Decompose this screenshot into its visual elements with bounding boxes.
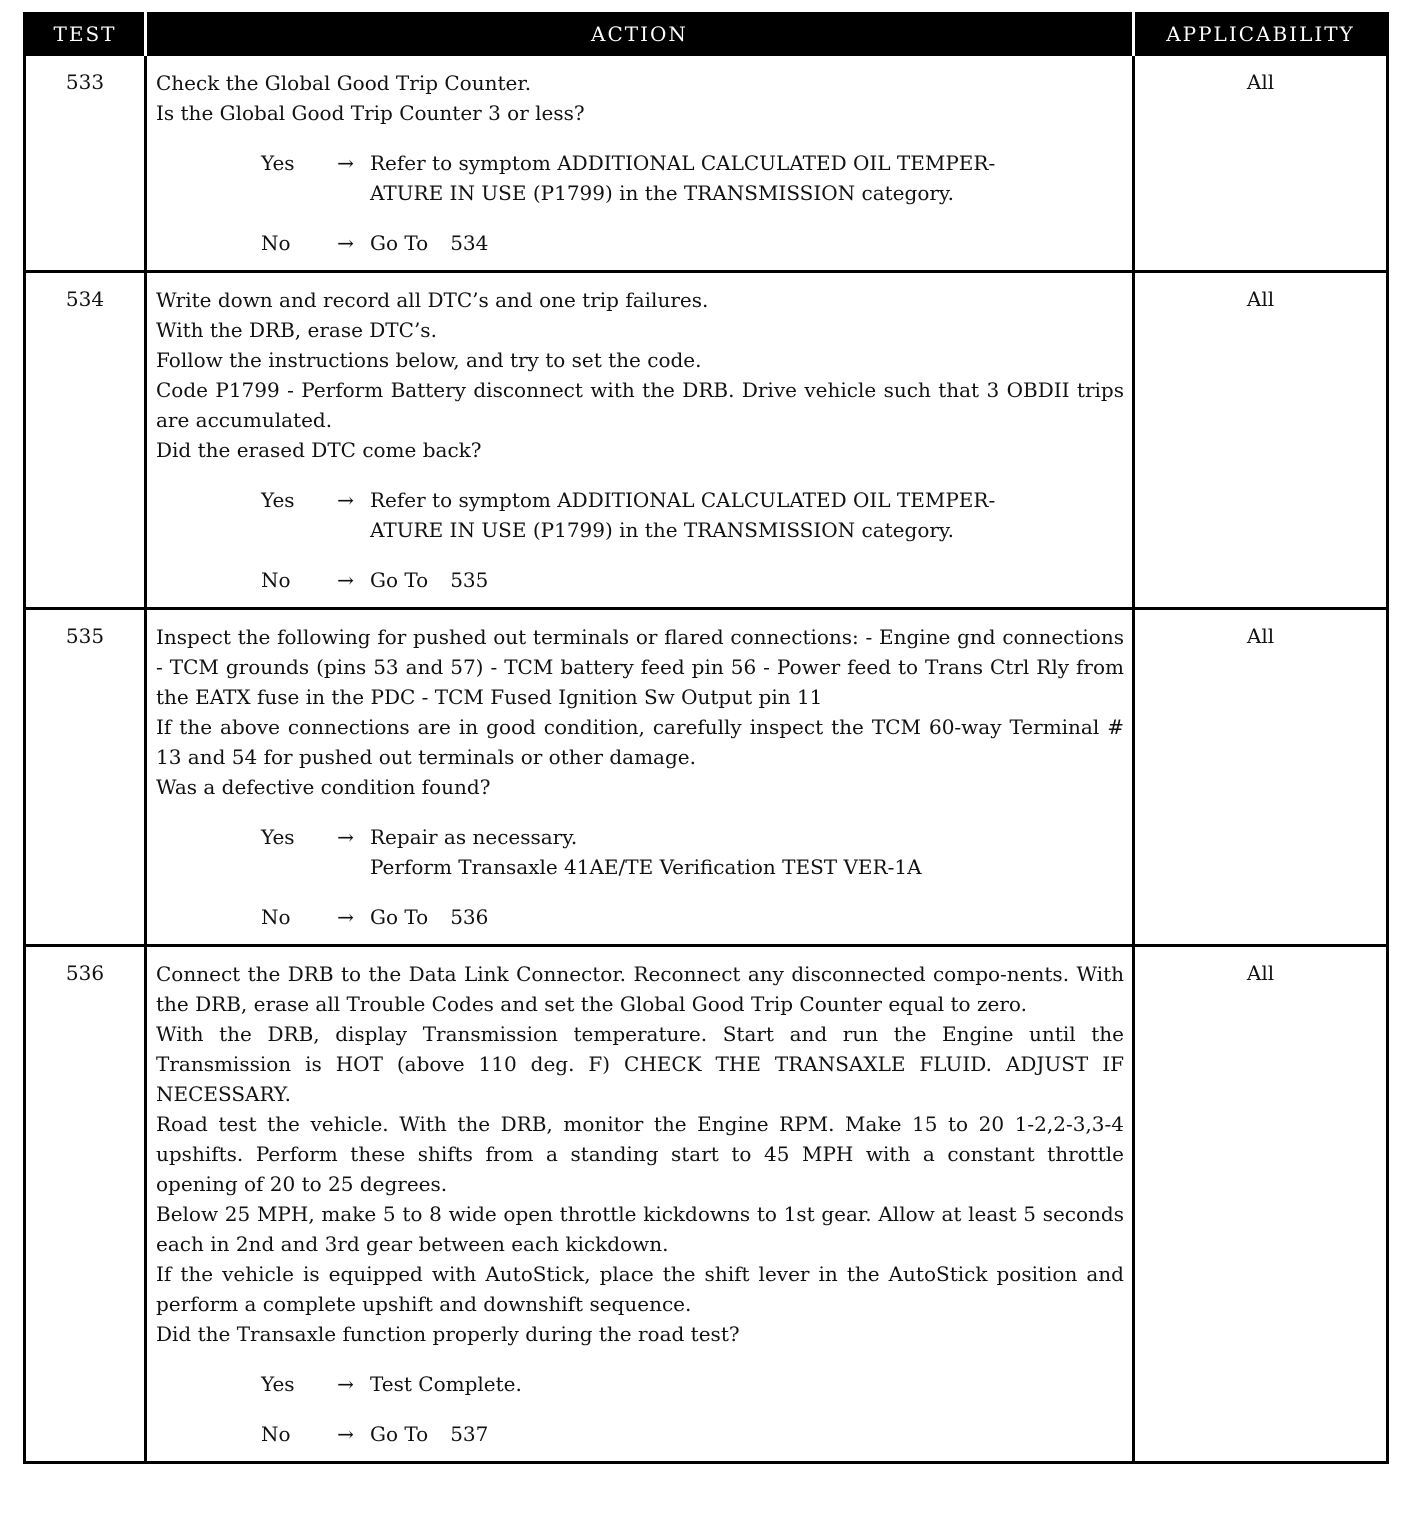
yes-result (370, 1369, 1124, 1399)
action-cell (146, 609, 1134, 946)
yes-label: Yes (261, 825, 295, 849)
no-result (370, 902, 1124, 932)
no-answer (156, 902, 1124, 932)
applicability-value: All (1134, 946, 1388, 1463)
action-cell (146, 272, 1134, 609)
right-arrow-icon: → (337, 1372, 354, 1396)
no-label: No (261, 231, 291, 255)
no-answer (156, 1419, 1124, 1449)
header-action: ACTION (146, 14, 1134, 55)
right-arrow-icon: → (337, 488, 354, 512)
right-arrow-icon: → (337, 151, 354, 175)
yes-result-line: ATURE IN USE (P1799) in the TRANSMISSION category. (370, 518, 954, 542)
yes-result-line: Perform Transaxle 41AE/TE Verification TEST VER-1A (370, 855, 922, 879)
action-text: Did the erased DTC come back? (156, 438, 482, 462)
table-row (25, 946, 1388, 1463)
yes-answer (156, 485, 1124, 545)
no-result (370, 228, 1124, 258)
right-arrow-icon: → (337, 825, 354, 849)
header-test: TEST (25, 14, 146, 55)
action-text: Write down and record all DTC’s and one trip failures. (156, 288, 709, 312)
no-result (370, 565, 1124, 595)
action-text: With the DRB, display Transmission temperature. Start and run the Engine until the Transmission is HOT (above 110 deg. F) CHECK THE TRANSAXLE FLUID. ADJUST IF NECESSARY. (156, 1022, 1124, 1106)
right-arrow-icon: → (337, 231, 354, 255)
applicability-value: All (1134, 55, 1388, 272)
action-text: Below 25 MPH, make 5 to 8 wide open throttle kickdowns to 1st gear. Allow at least 5 seconds each in 2nd and 3rd gear between each kickdown. (156, 1202, 1124, 1256)
action-text: Is the Global Good Trip Counter 3 or less? (156, 101, 585, 125)
action-text: Inspect the following for pushed out terminals or flared connections: - Engine gnd connections - TCM grounds (pins 53 and 57) - TCM battery feed pin 56 - Power feed to Trans Ctrl Rly from the EATX fuse in the PDC - TCM Fused Ignition Sw Output pin 11 (156, 625, 1124, 709)
goto-label: Go To (370, 1422, 429, 1446)
answer-block (156, 148, 1124, 258)
yes-answer (156, 822, 1124, 882)
no-result (370, 1419, 1124, 1449)
answer-block (156, 822, 1124, 932)
test-number: 536 (65, 961, 105, 985)
yes-answer (156, 148, 1124, 208)
yes-result-line: Repair as necessary. (370, 825, 578, 849)
right-arrow-icon: → (337, 568, 354, 592)
yes-result (370, 822, 1124, 882)
action-cell (146, 946, 1134, 1463)
action-text: Follow the instructions below, and try to set the code. (156, 348, 702, 372)
yes-result-line: Refer to symptom ADDITIONAL CALCULATED OIL TEMPER- (370, 151, 996, 175)
goto-target: 537 (450, 1422, 489, 1446)
no-label: No (261, 568, 291, 592)
yes-result-line: Refer to symptom ADDITIONAL CALCULATED OIL TEMPER- (370, 488, 996, 512)
table-row (25, 272, 1388, 609)
yes-result-line: ATURE IN USE (P1799) in the TRANSMISSION category. (370, 181, 954, 205)
action-text: With the DRB, erase DTC’s. (156, 318, 437, 342)
yes-label: Yes (261, 151, 295, 175)
diagnostic-table (23, 12, 1389, 1464)
no-label: No (261, 905, 291, 929)
yes-result (370, 485, 1124, 545)
goto-target: 535 (450, 568, 489, 592)
right-arrow-icon: → (337, 1422, 354, 1446)
action-text: Code P1799 - Perform Battery disconnect with the DRB. Drive vehicle such that 3 OBDII trips are accumulated. (156, 378, 1124, 432)
table-header-row (25, 14, 1388, 55)
goto-target: 534 (450, 231, 489, 255)
applicability-value: All (1134, 609, 1388, 946)
action-text: Road test the vehicle. With the DRB, monitor the Engine RPM. Make 15 to 20 1-2,2-3,3-4 upshifts. Perform these shifts from a standing start to 45 MPH with a constant throttle opening of 20 to 25 degrees. (156, 1112, 1124, 1196)
action-text: If the vehicle is equipped with AutoStick, place the shift lever in the AutoStick position and perform a complete upshift and downshift sequence. (156, 1262, 1124, 1316)
goto-target: 536 (450, 905, 489, 929)
applicability-value: All (1134, 272, 1388, 609)
yes-result-line: Test Complete. (370, 1372, 522, 1396)
action-text: Was a defective condition found? (156, 775, 491, 799)
action-text: Check the Global Good Trip Counter. (156, 71, 532, 95)
yes-label: Yes (261, 488, 295, 512)
no-answer (156, 565, 1124, 595)
header-applicability: APPLICABILITY (1134, 14, 1388, 55)
no-label: No (261, 1422, 291, 1446)
goto-label: Go To (370, 905, 429, 929)
no-answer (156, 228, 1124, 258)
action-text: If the above connections are in good condition, carefully inspect the TCM 60-way Terminal # 13 and 54 for pushed out terminals or other damage. (156, 715, 1124, 769)
yes-label: Yes (261, 1372, 295, 1396)
table-row (25, 609, 1388, 946)
goto-label: Go To (370, 568, 429, 592)
goto-label: Go To (370, 231, 429, 255)
table-row (25, 55, 1388, 272)
action-cell (146, 55, 1134, 272)
test-number: 535 (65, 624, 105, 648)
answer-block (156, 485, 1124, 595)
yes-result (370, 148, 1124, 208)
test-number: 533 (65, 70, 105, 94)
right-arrow-icon: → (337, 905, 354, 929)
table-body (25, 55, 1388, 1463)
action-text: Connect the DRB to the Data Link Connector. Reconnect any disconnected compo-nents. With the DRB, erase all Trouble Codes and set the Global Good Trip Counter equal to zero. (156, 962, 1124, 1016)
answer-block (156, 1369, 1124, 1449)
test-number: 534 (65, 287, 105, 311)
action-text: Did the Transaxle function properly during the road test? (156, 1322, 740, 1346)
yes-answer (156, 1369, 1124, 1399)
